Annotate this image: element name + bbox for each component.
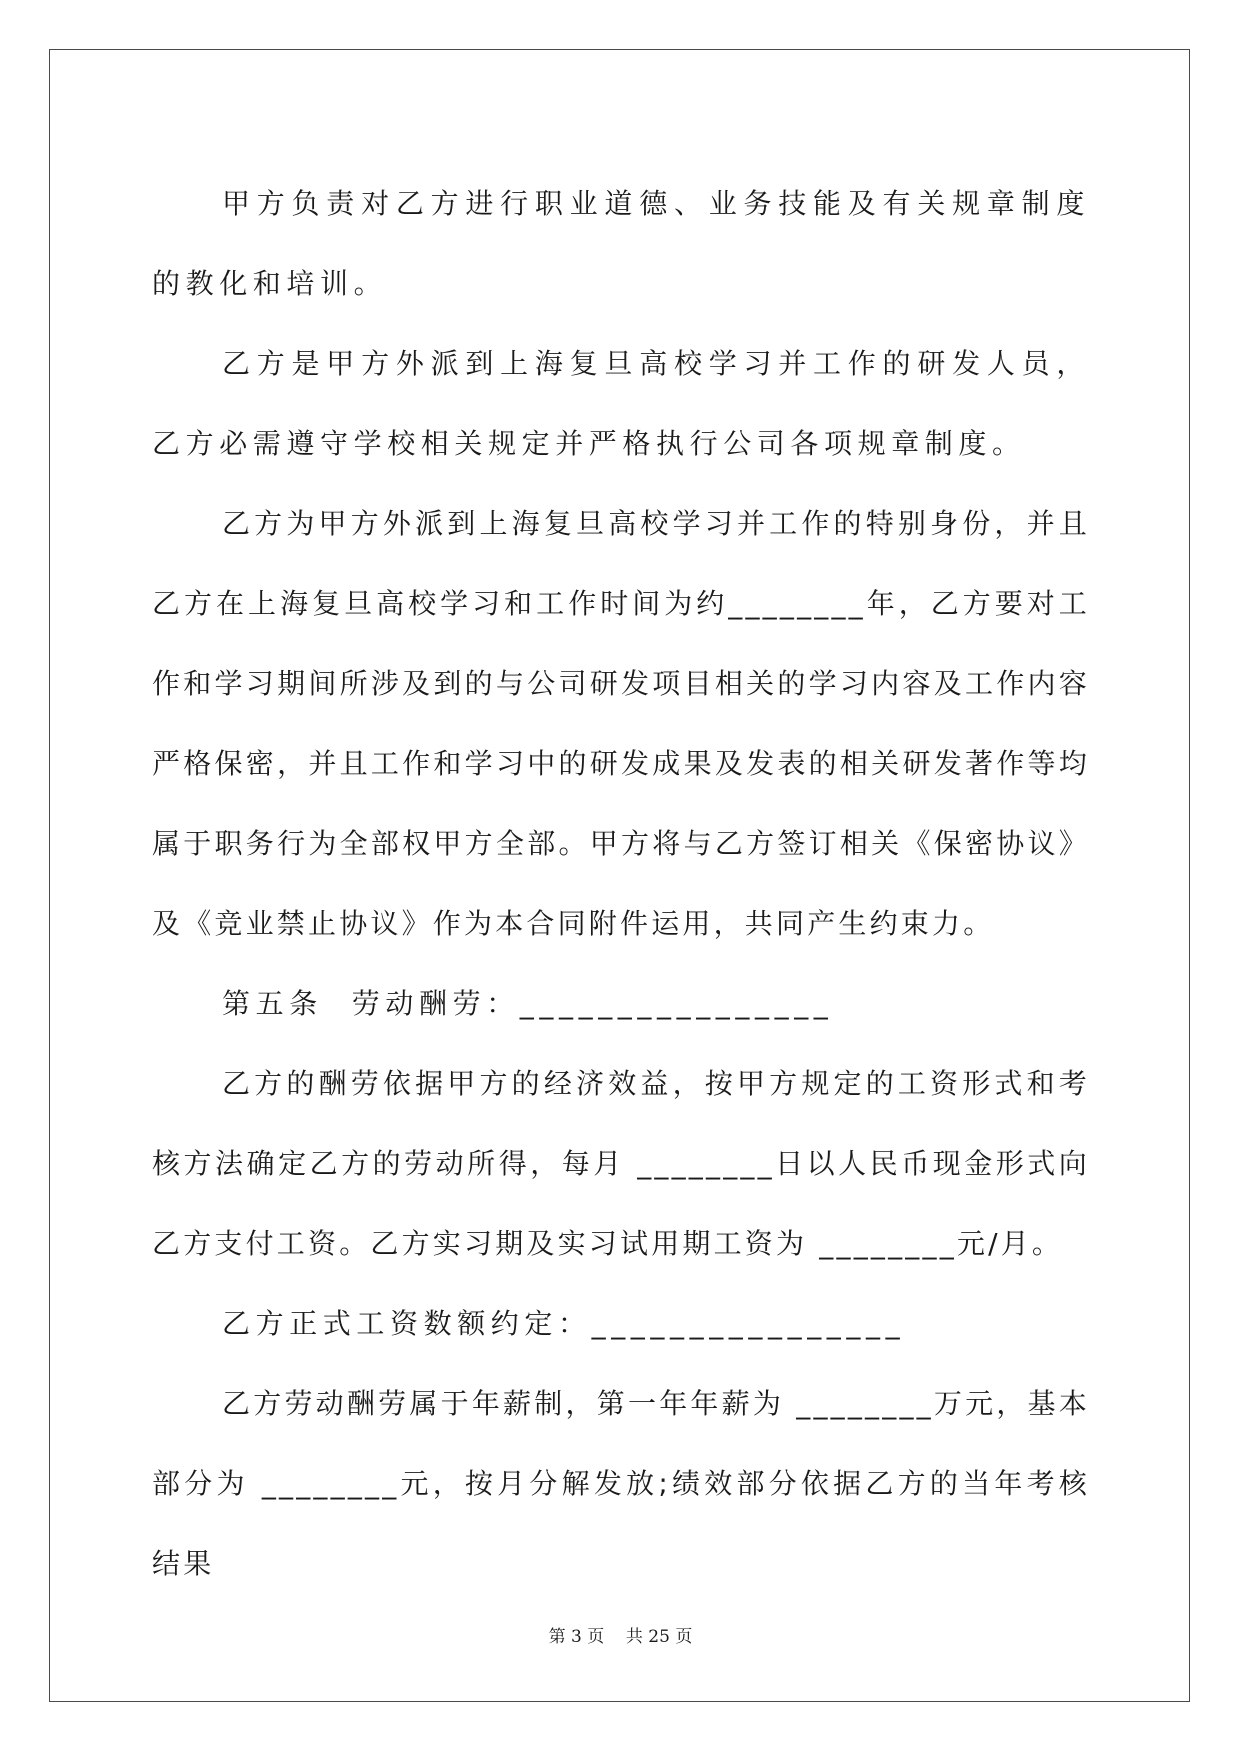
page-number: 第 3 页 共 25 页	[548, 1627, 693, 1647]
paragraph-annual-salary: 乙方劳动酬劳属于年薪制，第一年年薪为 ________万元，基本部分为 ________元，按月分解发放;绩效部分依据乙方的当年考核结果	[152, 1387, 1090, 1580]
paragraph-rules: 乙方是甲方外派到上海复旦高校学习并工作的研发人员，乙方必需遵守学校相关规定并严格执行公司各项规章制度。	[152, 347, 1090, 460]
paragraph-remuneration: 乙方的酬劳依据甲方的经济效益，按甲方规定的工资形式和考核方法确定乙方的劳动所得，每月 ________日以人民币现金形式向乙方支付工资。乙方实习期及实习试用期工资为 ________元/月。	[152, 1067, 1090, 1260]
document-body	[152, 164, 1090, 1604]
paragraph-training: 甲方负责对乙方进行职业道德、业务技能及有关规章制度的教化和培训。	[152, 187, 1090, 300]
paragraph-confidentiality: 乙方为甲方外派到上海复旦高校学习并工作的特别身份，并且乙方在上海复旦高校学习和工作时间为约________年，乙方要对工作和学习期间所涉及到的与公司研发项目相关的学习内容及工作内容严格保密，并且工作和学习中的研发成果及发表的相关研发著作等均属于职务行为全部权甲方全部。甲方将与乙方签订相关《保密协议》及《竞业禁止协议》作为本合同附件运用，共同产生约束力。	[152, 507, 1090, 940]
paragraph-salary-amount: 乙方正式工资数额约定：________________	[222, 1307, 906, 1340]
article-five-heading: 第五条 劳动酬劳：________________	[222, 987, 834, 1020]
